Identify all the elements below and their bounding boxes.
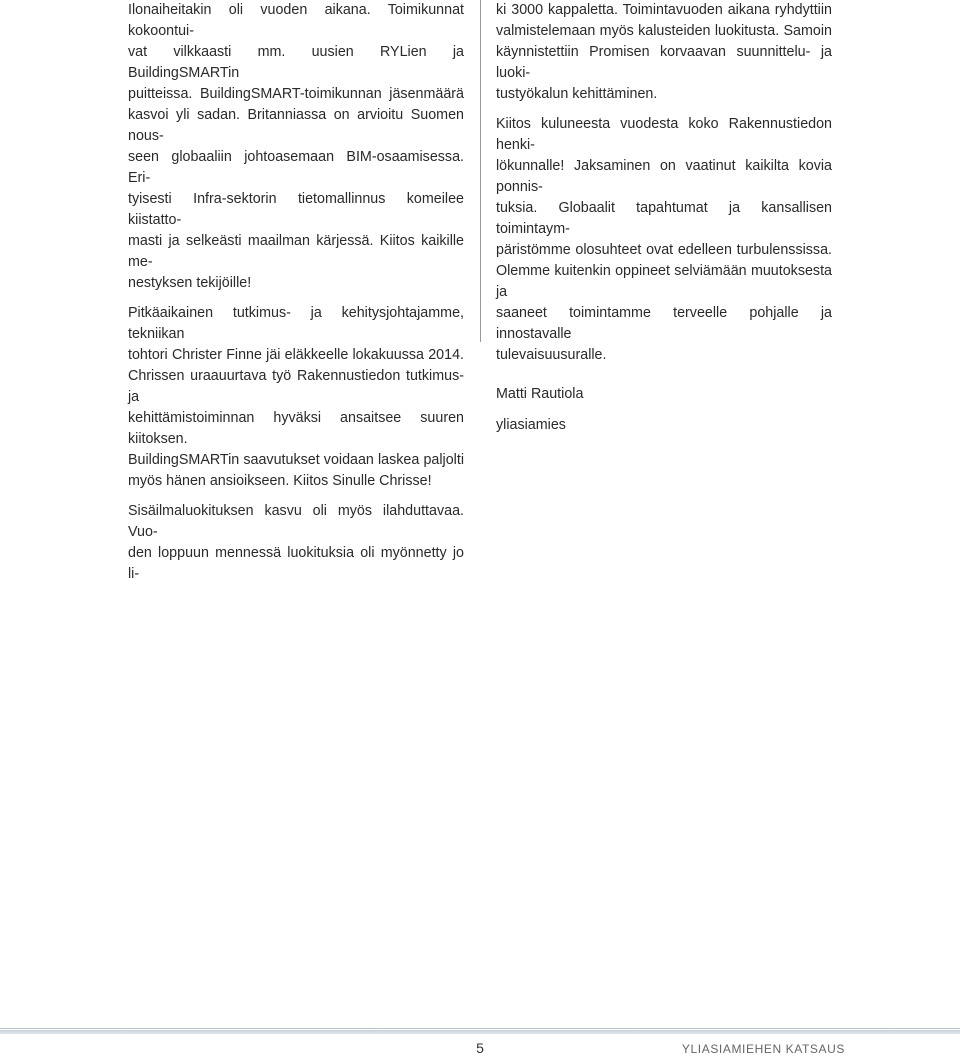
text-line: puitteissa. BuildingSMART-toimikunnan jäsenmäärä <box>128 86 464 102</box>
text-line: seen globaaliin johtoasemaan BIM-osaamisessa. Eri- <box>128 149 464 186</box>
text-line: Kiitos kuluneesta vuodesta koko Rakennustiedon henki- <box>496 116 832 153</box>
text-line: tustyökalun kehittäminen. <box>496 86 658 102</box>
text-line: Ilonaiheitakin oli vuoden aikana. Toimikunnat kokoontui- <box>128 2 464 39</box>
text-line: tyisesti Infra-sektorin tietomallinnus komeilee kiistatto- <box>128 191 464 228</box>
text-line: Sisäilmaluokituksen kasvu oli myös ilahduttavaa. Vuo- <box>128 503 464 540</box>
text-line: tulevaisuusuralle. <box>496 347 607 363</box>
text-line: kasvoi yli sadan. Britanniassa on arvioitu Suomen nous- <box>128 107 464 144</box>
left-column <box>128 0 464 594</box>
paragraph-thanks <box>496 114 832 366</box>
text-line: käynnistettiin Promisen korvaavan suunnittelu- ja luoki- <box>496 44 832 81</box>
text-line: tohtori Christer Finne jäi eläkkeelle lokakuussa 2014. <box>128 347 464 363</box>
paragraph-indoor-air <box>128 501 464 585</box>
text-line: vat vilkkaasti mm. uusien RYLien ja BuildingSMARTin <box>128 44 464 81</box>
text-line: den loppuun mennessä luokituksia oli myönnetty jo li- <box>128 545 464 582</box>
footer-band <box>0 1030 960 1034</box>
paragraph-classification <box>496 0 832 105</box>
text-line: Chrissen uraauurtava työ Rakennustiedon tutkimus- ja <box>128 368 464 405</box>
paragraph-achievements <box>128 0 464 294</box>
text-line: myös hänen ansioikseen. Kiitos Sinulle Chrisse! <box>128 473 432 489</box>
signature-block <box>496 384 832 436</box>
text-line: tuksia. Globaalit tapahtumat ja kansallisen toimintaym- <box>496 200 832 237</box>
text-line: ki 3000 kappaletta. Toimintavuoden aikana ryhdyttiin <box>496 2 832 18</box>
text-line: päristömme olosuhteet ovat edelleen turbulenssissa. <box>496 242 832 258</box>
text-line: Olemme kuitenkin oppineet selviämään muutoksesta ja <box>496 263 832 300</box>
text-line: masti ja selkeästi maailman kärjessä. Kiitos kaikille me- <box>128 233 464 270</box>
signature-title: yliasiamies <box>496 417 566 433</box>
text-line: nestyksen tekijöille! <box>128 275 252 291</box>
text-line: lökunnalle! Jaksaminen on vaatinut kaikilta kovia ponnis- <box>496 158 832 195</box>
text-line: BuildingSMARTin saavutukset voidaan laskea paljolti <box>128 452 464 468</box>
running-title: YLIASIAMIEHEN KATSAUS <box>681 1042 845 1056</box>
right-column <box>496 0 832 446</box>
column-divider <box>480 0 481 342</box>
page-number: 5 <box>476 1040 484 1056</box>
text-line: valmistelemaan myös kalusteiden luokitusta. Samoin <box>496 23 832 39</box>
footer-rule <box>0 1028 960 1029</box>
paragraph-retirement <box>128 303 464 492</box>
text-line: Pitkäaikainen tutkimus- ja kehitysjohtajamme, tekniikan <box>128 305 464 342</box>
text-line: kehittämistoiminnan hyväksi ansaitsee suuren kiitoksen. <box>128 410 464 447</box>
signature-name: Matti Rautiola <box>496 386 584 402</box>
text-line: saaneet toimintamme terveelle pohjalle ja innostavalle <box>496 305 832 342</box>
